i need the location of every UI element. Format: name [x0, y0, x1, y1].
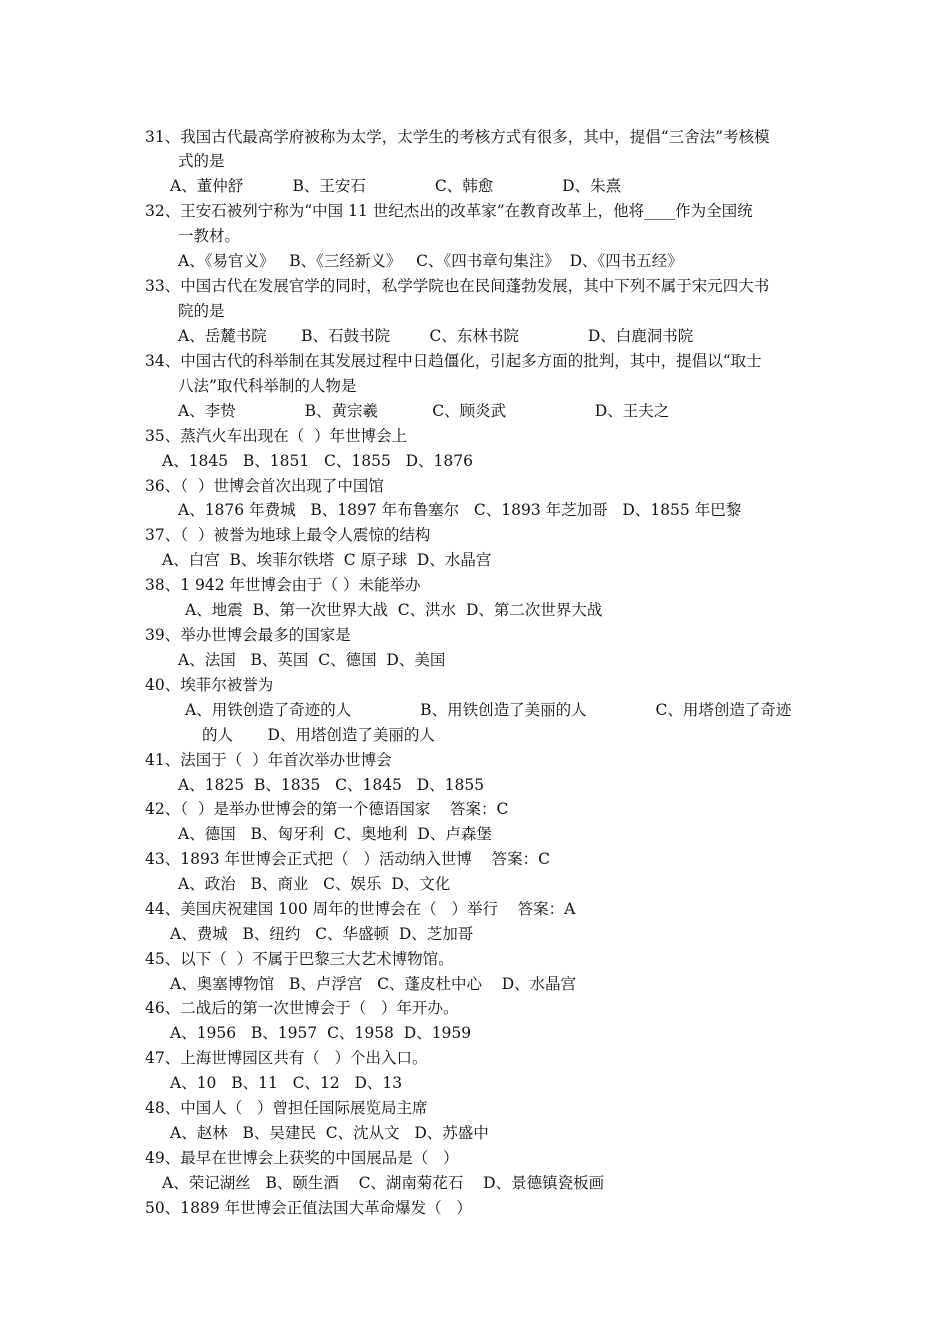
question-33-options: A、岳麓书院 B、石鼓书院 C、东林书院 D、白鹿洞书院 — [178, 327, 694, 345]
question-43-options: A、政治 B、商业 C、娱乐 D、文化 — [178, 875, 451, 893]
question-32-text: 32、王安石被列宁称为“中国 11 世纪杰出的改革家”在教育改革上，他将____作为全国统 — [145, 202, 753, 220]
question-42-text: 42、（ ）是举办世博会的第一个德语国家 答案：C — [145, 800, 509, 818]
question-35-options: A、1845 B、1851 C、1855 D、1876 — [162, 452, 473, 470]
question-46-options: A、1956 B、1957 C、1958 D、1959 — [170, 1024, 472, 1042]
question-38-text: 38、1 942 年世博会由于（ ）未能举办 — [145, 576, 421, 594]
question-39-options: A、法国 B、英国 C、德国 D、美国 — [178, 651, 446, 669]
question-41-options: A、1825 B、1835 C、1845 D、1855 — [178, 776, 485, 794]
question-44-text: 44、美国庆祝建国 100 周年的世博会在（ ）举行 答案：A — [145, 900, 576, 918]
question-37-text: 37、（ ）被誉为地球上最令人震惊的结构 — [145, 526, 431, 544]
question-34-text-cont: 八法”取代科举制的人物是 — [178, 377, 357, 395]
question-43-text: 43、1893 年世博会正式把（ ）活动纳入世博 答案：C — [145, 850, 550, 868]
question-45-text: 45、以下（ ）不属于巴黎三大艺术博物馆。 — [145, 950, 454, 968]
question-33-text: 33、中国古代在发展官学的同时，私学学院也在民间蓬勃发展，其中下列不属于宋元四大书 — [145, 277, 770, 295]
question-46-text: 46、二战后的第一次世博会于（ ）年开办。 — [145, 999, 459, 1017]
question-31-options: A、董仲舒 B、王安石 C、韩愈 D、朱熹 — [170, 177, 622, 195]
question-40-options: A、用铁创造了奇迹的人 B、用铁创造了美丽的人 C、用塔创造了奇迹 — [185, 701, 792, 719]
question-32-options: A、《易官义》 B、《三经新义》 C、《四书章句集注》 D、《四书五经》 — [178, 252, 683, 270]
question-48-text: 48、中国人（ ）曾担任国际展览局主席 — [145, 1099, 428, 1117]
question-45-options: A、奥塞博物馆 B、卢浮宫 C、蓬皮杜中心 D、水晶宫 — [170, 975, 577, 993]
question-49-options: A、荣记湖丝 B、颐生酒 C、湖南菊花石 D、景德镇瓷板画 — [162, 1174, 605, 1192]
question-36-text: 36、（ ）世博会首次出现了中国馆 — [145, 477, 384, 495]
question-47-options: A、10 B、11 C、12 D、13 — [170, 1074, 403, 1092]
question-44-options: A、费城 B、纽约 C、华盛顿 D、芝加哥 — [170, 925, 474, 943]
question-40-options-cont: 的人 D、用塔创造了美丽的人 — [202, 726, 435, 744]
question-48-options: A、赵林 B、吴建民 C、沈从文 D、苏盛中 — [170, 1124, 489, 1142]
question-32-text-cont: 一教材。 — [178, 227, 241, 245]
question-36-options: A、1876 年费城 B、1897 年布鲁塞尔 C、1893 年芝加哥 D、1855 年巴黎 — [178, 501, 742, 519]
question-37-options: A、白宫 B、埃菲尔铁塔 C 原子球 D、水晶宫 — [162, 551, 492, 569]
question-38-options: A、地震 B、第一次世界大战 C、洪水 D、第二次世界大战 — [185, 601, 603, 619]
question-49-text: 49、最早在世博会上获奖的中国展品是（ ） — [145, 1149, 459, 1167]
question-42-options: A、德国 B、匈牙利 C、奥地利 D、卢森堡 — [178, 825, 492, 843]
question-47-text: 47、上海世博园区共有（ ）个出入口。 — [145, 1049, 428, 1067]
question-33-text-cont: 院的是 — [178, 302, 225, 320]
question-35-text: 35、蒸汽火车出现在（ ）年世博会上 — [145, 427, 408, 445]
question-31-text-cont: 式的是 — [178, 152, 225, 170]
question-34-text: 34、中国古代的科举制在其发展过程中日趋僵化，引起多方面的批判，其中，提倡以“取士 — [145, 352, 762, 370]
question-50-text: 50、1889 年世博会正值法国大革命爆发（ ） — [145, 1199, 472, 1217]
question-41-text: 41、法国于（ ）年首次举办世博会 — [145, 751, 392, 769]
question-31-text: 31、我国古代最高学府被称为太学，太学生的考核方式有很多，其中，提倡“三舍法”考核模 — [145, 128, 770, 146]
question-34-options: A、李贽 B、黄宗羲 C、顾炎武 D、王夫之 — [178, 402, 670, 420]
question-40-text: 40、埃菲尔被誉为 — [145, 676, 274, 694]
question-39-text: 39、举办世博会最多的国家是 — [145, 626, 351, 644]
